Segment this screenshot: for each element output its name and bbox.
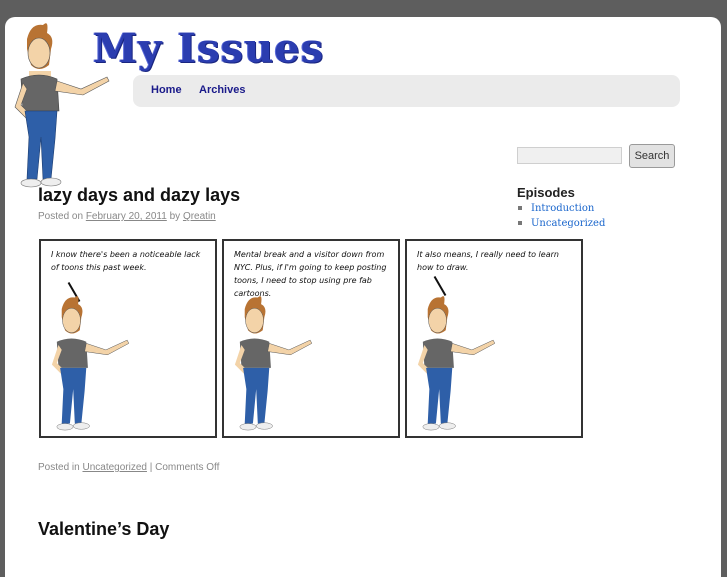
search-input[interactable] bbox=[517, 147, 622, 164]
meta-separator: | bbox=[149, 462, 153, 473]
comic-panel-2 bbox=[222, 239, 400, 438]
post-meta bbox=[38, 211, 216, 222]
category-link-introduction[interactable]: Introduction bbox=[531, 203, 595, 214]
comments-status: Comments Off bbox=[155, 462, 220, 473]
category-item bbox=[517, 201, 605, 216]
post-date-link[interactable]: February 20, 2011 bbox=[85, 211, 167, 222]
category-item bbox=[517, 216, 605, 231]
main-navigation bbox=[133, 75, 680, 107]
character-image bbox=[230, 289, 320, 437]
post-title-link[interactable]: Valentine’s Day bbox=[38, 519, 170, 539]
speech-text: Mental break and a visitor down from NYC. Plus, if I'm going to keep posting toons, I need to stop using pre fab cartoons. bbox=[234, 250, 387, 298]
bullet-icon bbox=[518, 221, 522, 225]
category-link[interactable]: Uncategorized bbox=[82, 462, 147, 473]
site-title[interactable]: My Issues bbox=[93, 25, 325, 72]
page-container bbox=[5, 17, 721, 577]
episodes-category-list bbox=[517, 201, 605, 231]
category-link-uncategorized[interactable]: Uncategorized bbox=[531, 218, 606, 229]
nav-home-link[interactable]: Home bbox=[151, 84, 182, 96]
comic-panel-1 bbox=[39, 239, 217, 438]
character-image bbox=[47, 289, 137, 437]
posted-in-label: Posted in bbox=[38, 462, 80, 473]
nav-archives-link[interactable]: Archives bbox=[199, 84, 246, 96]
speech-text: It also means, I really need to learn how to draw. bbox=[417, 250, 559, 272]
episodes-widget-title: Episodes bbox=[517, 185, 575, 200]
comic-panel-3 bbox=[405, 239, 583, 438]
post-title-link[interactable]: lazy days and dazy lays bbox=[38, 185, 241, 205]
character-image bbox=[413, 289, 503, 437]
posted-on-label: Posted on bbox=[38, 211, 84, 222]
author-link[interactable]: Qreatin bbox=[182, 211, 216, 222]
speech-text: I know there's been a noticeable lack of toons this past week. bbox=[51, 250, 201, 272]
by-label: by bbox=[169, 211, 181, 222]
search-button[interactable]: Search bbox=[629, 144, 675, 168]
post-footer-meta bbox=[38, 462, 219, 473]
bullet-icon bbox=[518, 206, 522, 210]
